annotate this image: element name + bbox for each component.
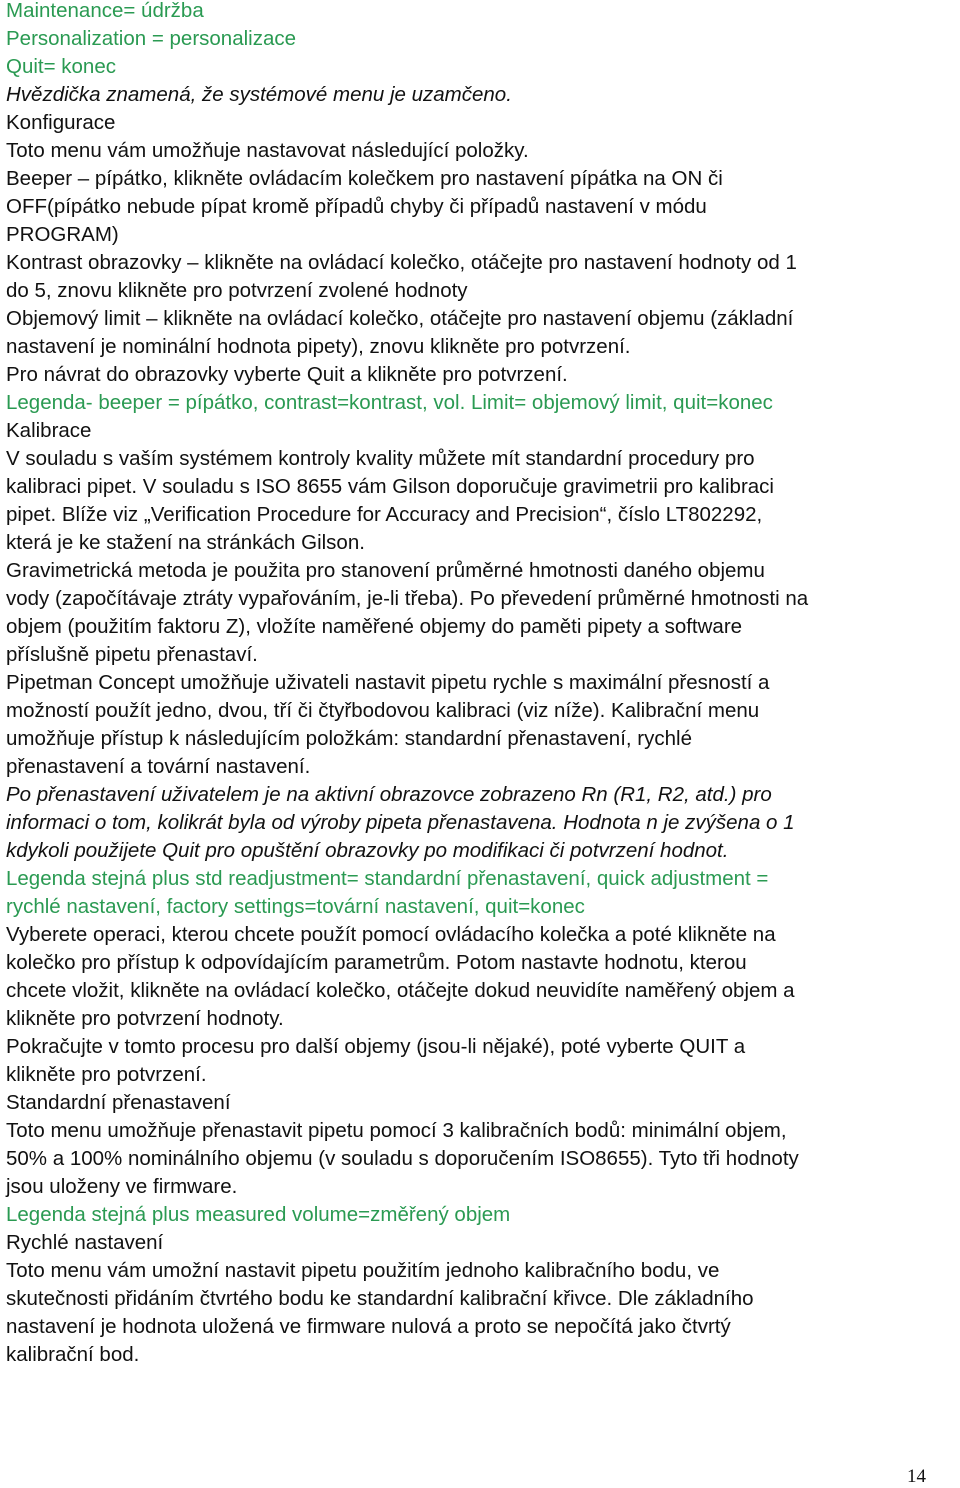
text-line: kalibraci pipet. V souladu s ISO 8655 vám Gilson doporučuje gravimetrii pro kalibraci xyxy=(6,475,774,498)
text-line: nastavení je hodnota uložená ve firmware nulová a proto se nepočítá jako čtvrtý xyxy=(6,1315,731,1338)
text-line: přenastavení a tovární nastavení. xyxy=(6,755,311,778)
text-line: skutečnosti přidáním čtvrtého bodu ke standardní kalibrační křivce. Dle základního xyxy=(6,1287,754,1310)
italic-note-line: informaci o tom, kolikrát byla od výroby pipeta přenastavena. Hodnota n je zvýšena o 1 xyxy=(6,811,795,834)
text-line: Objemový limit – klikněte na ovládací kolečko, otáčejte pro nastavení objemu (základní xyxy=(6,307,794,330)
text-line: umožňuje přístup k následujícím položkám: standardní přenastavení, rychlé xyxy=(6,727,692,750)
text-line: Toto menu vám umožní nastavit pipetu použitím jednoho kalibračního bodu, ve xyxy=(6,1259,720,1282)
text-line: klikněte pro potvrzení. xyxy=(6,1063,207,1086)
text-line: Toto menu vám umožňuje nastavovat následující položky. xyxy=(6,139,529,162)
text-line: 50% a 100% nominálního objemu (v souladu s doporučením ISO8655). Tyto tři hodnoty xyxy=(6,1147,799,1170)
italic-note-line: Po přenastavení uživatelem je na aktivní obrazovce zobrazeno Rn (R1, R2, atd.) pro xyxy=(6,783,772,806)
text-line: která je ke stažení na stránkách Gilson. xyxy=(6,531,365,554)
text-line: možností použít jedno, dvou, tří či čtyřbodovou kalibraci (viz níže). Kalibrační menu xyxy=(6,699,760,722)
text-line: Pokračujte v tomto procesu pro další objemy (jsou-li nějaké), poté vyberte QUIT a xyxy=(6,1035,746,1058)
text-line: Gravimetrická metoda je použita pro stanovení průměrné hmotnosti daného objemu xyxy=(6,559,765,582)
text-line: Rychlé nastavení xyxy=(6,1231,164,1254)
legend-line: Personalization = personalizace xyxy=(6,27,297,50)
legend-line: Maintenance= údržba xyxy=(6,0,204,22)
document-body xyxy=(6,0,958,1369)
text-line: kalibrační bod. xyxy=(6,1343,140,1366)
text-line: vody (započítávaje ztráty vypařováním, je-li třeba). Po převedení průměrné hmotnosti na xyxy=(6,587,809,610)
text-line: Beeper – pípátko, klikněte ovládacím kolečkem pro nastavení pípátka na ON či xyxy=(6,167,723,190)
text-line: V souladu s vaším systémem kontroly kvality můžete mít standardní procedury pro xyxy=(6,447,755,470)
text-line: kolečko pro přístup k odpovídajícím parametrům. Potom nastavte hodnotu, kterou xyxy=(6,951,747,974)
italic-note-line: Hvězdička znamená, že systémové menu je uzamčeno. xyxy=(6,83,512,106)
text-line: Vyberete operaci, kterou chcete použít pomocí ovládacího kolečka a poté klikněte na xyxy=(6,923,776,946)
text-line: chcete vložit, klikněte na ovládací kolečko, otáčejte dokud neuvidíte naměřený objem a xyxy=(6,979,795,1002)
legend-line: Legenda- beeper = pípátko, contrast=kontrast, vol. Limit= objemový limit, quit=konec xyxy=(6,391,773,414)
text-line: OFF(pípátko nebude pípat kromě případů chyby či případů nastavení v módu xyxy=(6,195,707,218)
text-line: Kontrast obrazovky – klikněte na ovládací kolečko, otáčejte pro nastavení hodnoty od 1 xyxy=(6,251,797,274)
text-line: PROGRAM) xyxy=(6,223,119,246)
legend-line: Legenda stejná plus measured volume=změřený objem xyxy=(6,1203,511,1226)
legend-line: Legenda stejná plus std readjustment= standardní přenastavení, quick adjustment = xyxy=(6,867,769,890)
text-line: Konfigurace xyxy=(6,111,116,134)
text-line: nastavení je nominální hodnota pipety), znovu klikněte pro potvrzení. xyxy=(6,335,631,358)
text-line: příslušně pipetu přenastaví. xyxy=(6,643,258,666)
text-line: klikněte pro potvrzení hodnoty. xyxy=(6,1007,284,1030)
text-line: do 5, znovu klikněte pro potvrzení zvolené hodnoty xyxy=(6,279,468,302)
italic-note-line: kdykoli použijete Quit pro opuštění obrazovky po modifikaci či potvrzení hodnot. xyxy=(6,839,729,862)
text-line: jsou uloženy ve firmware. xyxy=(6,1175,238,1198)
text-line: pipet. Blíže viz „Verification Procedure for Accuracy and Precision“, číslo LT802292, xyxy=(6,503,763,526)
legend-line: rychlé nastavení, factory settings=tovární nastavení, quit=konec xyxy=(6,895,585,918)
page-number: 14 xyxy=(907,1466,926,1487)
text-line: Toto menu umožňuje přenastavit pipetu pomocí 3 kalibračních bodů: minimální objem, xyxy=(6,1119,787,1142)
text-line: Pipetman Concept umožňuje uživateli nastavit pipetu rychle s maximální přesností a xyxy=(6,671,770,694)
text-line: objem (použitím faktoru Z), vložíte naměřené objemy do paměti pipety a software xyxy=(6,615,743,638)
text-line: Kalibrace xyxy=(6,419,92,442)
text-line: Pro návrat do obrazovky vyberte Quit a klikněte pro potvrzení. xyxy=(6,363,568,386)
text-line: Standardní přenastavení xyxy=(6,1091,231,1114)
legend-line: Quit= konec xyxy=(6,55,116,78)
